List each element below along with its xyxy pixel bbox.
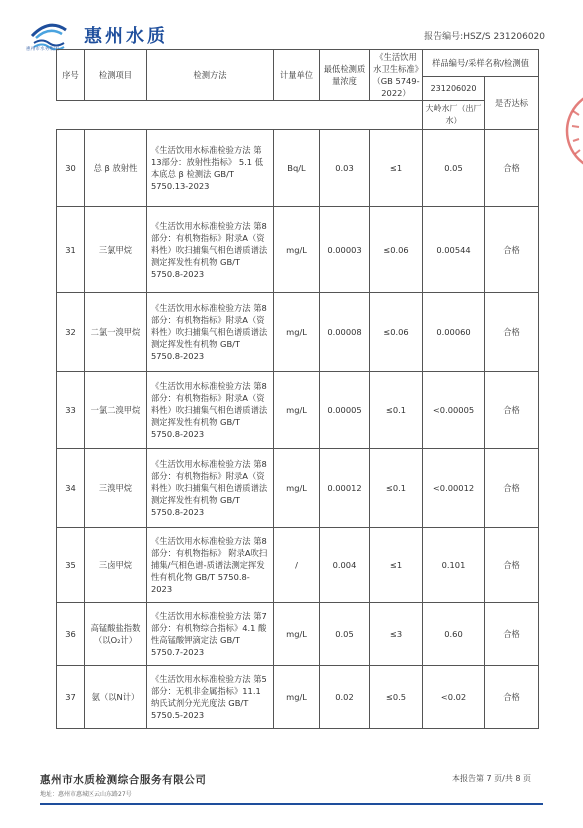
row-unit: Bq/L — [274, 130, 320, 207]
row-seq: 34 — [57, 449, 85, 528]
row-item: 一氯二溴甲烷 — [85, 372, 147, 449]
row-value: <0.00005 — [423, 372, 485, 449]
brand-title: 惠州水质 — [84, 26, 168, 47]
row-value: <0.00012 — [423, 449, 485, 528]
header-item: 检测项目 — [85, 50, 147, 101]
row-unit: mg/L — [274, 603, 320, 666]
row-min: 0.00005 — [320, 372, 370, 449]
row-limit: ≤0.1 — [370, 449, 423, 528]
row-min: 0.00012 — [320, 449, 370, 528]
row-item: 氨（以N计） — [85, 666, 147, 729]
row-result: 合格 — [485, 528, 539, 603]
results-table — [56, 49, 539, 729]
row-method: 《生活饮用水标准检验方法 第8部分：有机物指标》附录A（资料性）吹扫捕集气相色谱质谱法测定挥发性有机物 GB/T 5750.8-2023 — [147, 449, 274, 528]
footer-divider — [40, 803, 543, 805]
row-limit: ≤1 — [370, 130, 423, 207]
table-row — [57, 207, 539, 293]
row-seq: 33 — [57, 372, 85, 449]
seal-stamp-icon — [563, 86, 583, 176]
row-seq: 32 — [57, 293, 85, 372]
footer-address: 地址：惠州市惠城区云山东路27号 — [40, 791, 132, 798]
footer-company: 惠州市水质检测综合服务有限公司 — [40, 774, 207, 786]
row-method: 《生活饮用水标准检验方法 第8部分：有机物指标》附录A（资料性）吹扫捕集气相色谱质谱法测定挥发性有机物 GB/T 5750.8-2023 — [147, 372, 274, 449]
page-indicator: 本报告第 7 页/共 8 页 — [451, 774, 531, 783]
row-item: 二氯一溴甲烷 — [85, 293, 147, 372]
row-unit: mg/L — [274, 666, 320, 729]
row-limit: ≤3 — [370, 603, 423, 666]
header-method: 检测方法 — [147, 50, 274, 101]
row-min: 0.03 — [320, 130, 370, 207]
row-value: 0.60 — [423, 603, 485, 666]
header-compliance: 是否达标 — [485, 77, 539, 130]
row-result: 合格 — [485, 293, 539, 372]
header-standard: 《生活饮用水卫生标准》（GB 5749-2022） — [370, 50, 423, 101]
row-item: 总 β 放射性 — [85, 130, 147, 207]
row-limit: ≤0.5 — [370, 666, 423, 729]
row-seq: 35 — [57, 528, 85, 603]
row-method: 《生活饮用水标准检验方法 第5部分：无机非金属指标》11.1 纳氏试剂分光光度法 GB/T 5750.5-2023 — [147, 666, 274, 729]
row-limit: ≤1 — [370, 528, 423, 603]
row-method: 《生活饮用水标准检验方法 第13部分：放射性指标》 5.1 低本底总 β 检测法 GB/T 5750.13-2023 — [147, 130, 274, 207]
row-result: 合格 — [485, 666, 539, 729]
row-seq: 30 — [57, 130, 85, 207]
row-limit: ≤0.06 — [370, 207, 423, 293]
header-unit: 计量单位 — [274, 50, 320, 101]
row-result: 合格 — [485, 207, 539, 293]
report-number: 报告编号:HSZ/S 231206020 — [424, 32, 545, 42]
row-seq: 31 — [57, 207, 85, 293]
row-method: 《生活饮用水标准检验方法 第8部分：有机物指标》附录A（资料性）吹扫捕集气相色谱质谱法测定挥发性有机物 GB/T 5750.8-2023 — [147, 293, 274, 372]
logo-subtitle: 惠州市水务集团 — [26, 47, 59, 52]
row-value: 0.00060 — [423, 293, 485, 372]
row-min: 0.05 — [320, 603, 370, 666]
header-sample-id: 231206020 — [423, 77, 485, 101]
row-seq: 36 — [57, 603, 85, 666]
row-result: 合格 — [485, 603, 539, 666]
row-value: <0.02 — [423, 666, 485, 729]
row-min: 0.00003 — [320, 207, 370, 293]
row-limit: ≤0.1 — [370, 372, 423, 449]
table-row — [57, 666, 539, 729]
header-min-conc: 最低检测质量浓度 — [320, 50, 370, 101]
row-unit: mg/L — [274, 293, 320, 372]
table-row — [57, 528, 539, 603]
row-result: 合格 — [485, 130, 539, 207]
row-min: 0.00008 — [320, 293, 370, 372]
row-result: 合格 — [485, 372, 539, 449]
row-limit: ≤0.06 — [370, 293, 423, 372]
row-method: 《生活饮用水标准检验方法 第8部分：有机物指标》附录A（资料性）吹扫捕集气相色谱质谱法测定挥发性有机物 GB/T 5750.8-2023 — [147, 207, 274, 293]
row-unit: / — [274, 528, 320, 603]
row-unit: mg/L — [274, 449, 320, 528]
row-value: 0.05 — [423, 130, 485, 207]
row-value: 0.101 — [423, 528, 485, 603]
header-sample-group: 样品编号/采样名称/检测值 — [423, 50, 539, 77]
row-unit: mg/L — [274, 207, 320, 293]
row-result: 合格 — [485, 449, 539, 528]
row-item: 三卤甲烷 — [85, 528, 147, 603]
table-row — [57, 293, 539, 372]
row-item: 高锰酸盐指数（以O₂计） — [85, 603, 147, 666]
row-method: 《生活饮用水标准检验方法 第8部分：有机物指标》 附录A吹扫捕集/气相色谱-质谱法测定挥发性有机化物 GB/T 5750.8-2023 — [147, 528, 274, 603]
table-row — [57, 603, 539, 666]
row-method: 《生活饮用水标准检验方法 第7部分：有机物综合指标》4.1 酸性高锰酸钾滴定法 GB/T 5750.7-2023 — [147, 603, 274, 666]
table-row — [57, 449, 539, 528]
row-unit: mg/L — [274, 372, 320, 449]
company-logo — [28, 16, 70, 50]
row-min: 0.02 — [320, 666, 370, 729]
row-seq: 37 — [57, 666, 85, 729]
row-item: 三溴甲烷 — [85, 449, 147, 528]
row-item: 三氯甲烷 — [85, 207, 147, 293]
header-seq: 序号 — [57, 50, 85, 101]
header-sample-name: 大岭水厂（出厂水） — [423, 101, 485, 130]
table-row — [57, 130, 539, 207]
row-min: 0.004 — [320, 528, 370, 603]
table-row — [57, 372, 539, 449]
row-value: 0.00544 — [423, 207, 485, 293]
